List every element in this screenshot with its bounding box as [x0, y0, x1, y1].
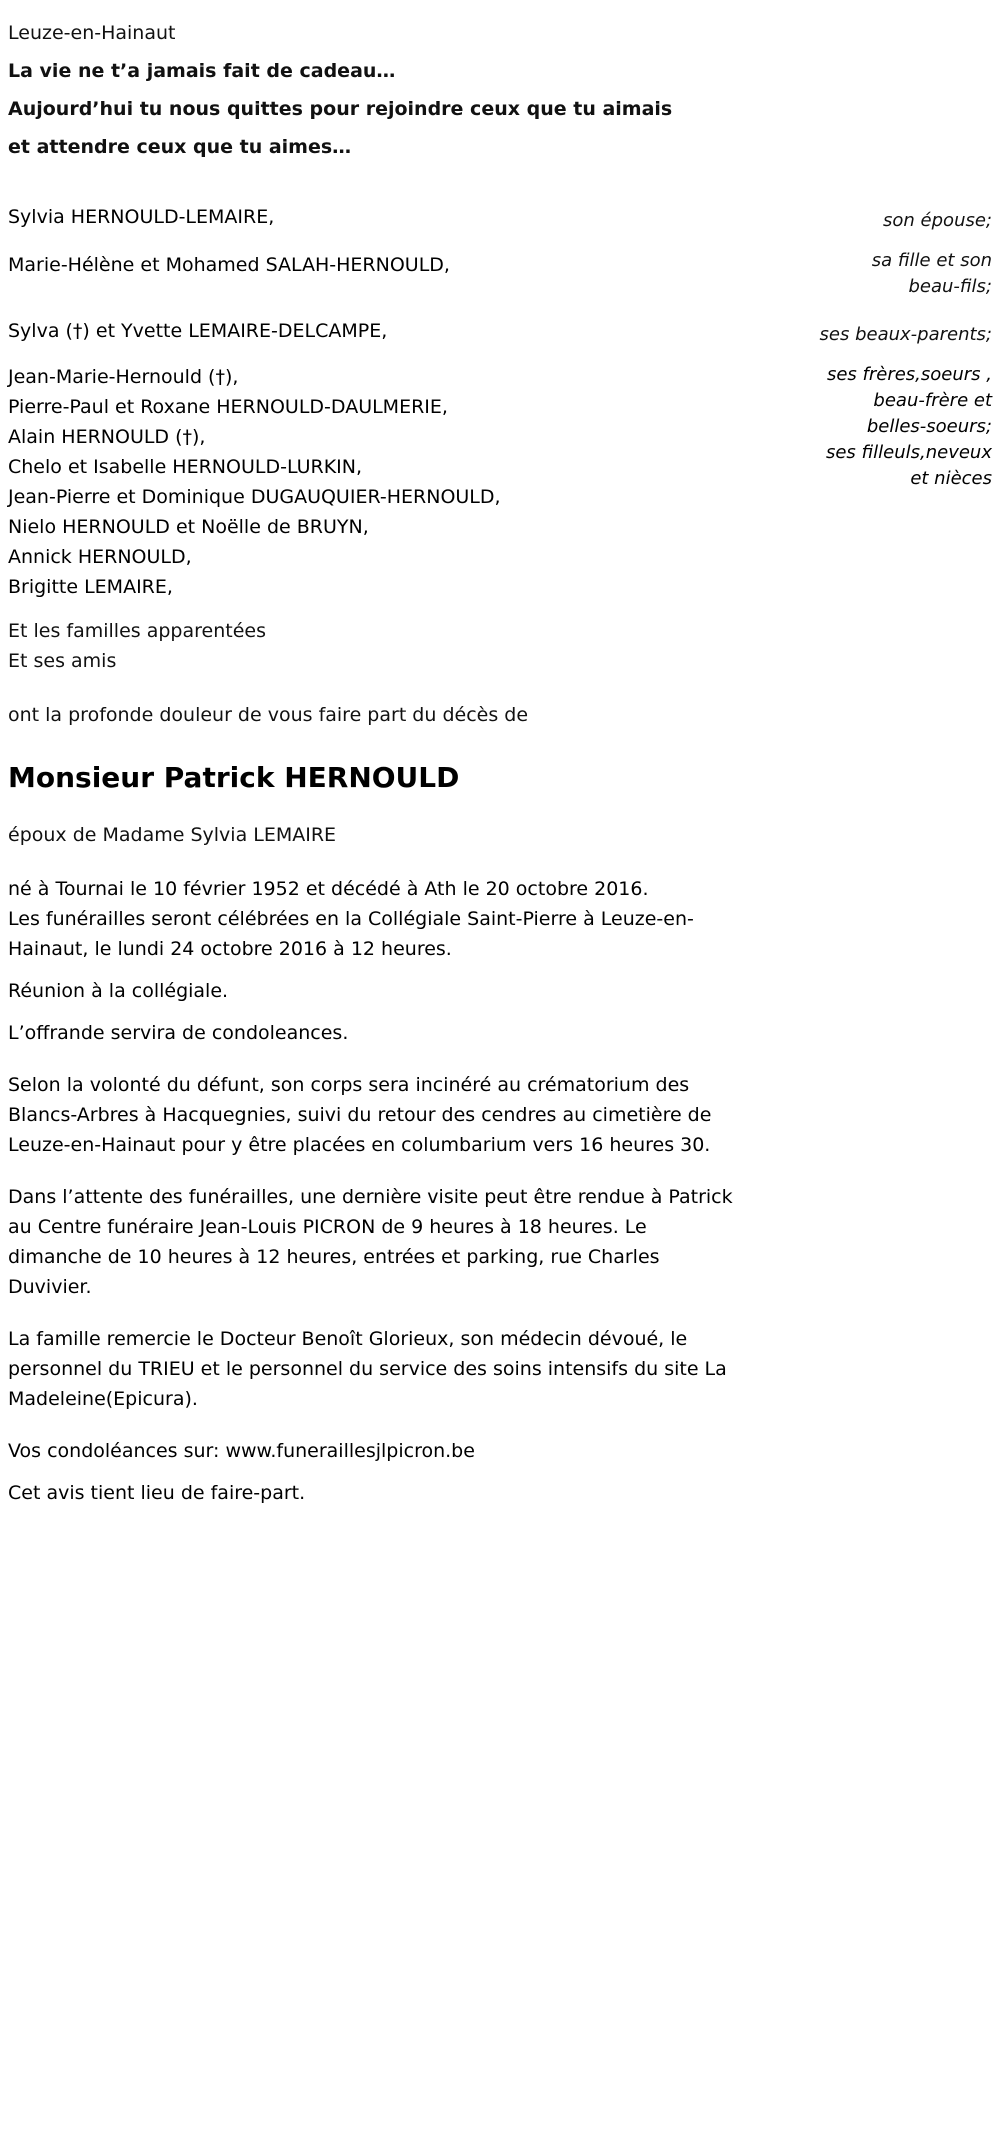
family-name-line: Alain HERNOULD (†), [8, 426, 206, 448]
family-relation [826, 362, 992, 492]
relation-line: et nièces [910, 468, 992, 489]
spacer [8, 850, 992, 874]
epitaph-block [8, 52, 992, 166]
cremation-paragraph: Selon la volonté du défunt, son corps sera incinéré au crématorium des Blancs-Arbres à Hacquegnies, suivi du retour des cendres au cimetière de Leuze-en-Hainaut pour y être placées en columbarium vers 16 heures 30. [8, 1074, 712, 1156]
family-names [8, 362, 501, 602]
family-relation [820, 322, 992, 348]
city-label: Leuze-en-Hainaut [8, 22, 176, 44]
spacer [8, 676, 992, 700]
family-name-line: Brigitte LEMAIRE, [8, 576, 173, 598]
spacer [8, 1302, 992, 1324]
relation-line: ses filleuls,neveux [825, 442, 992, 463]
reunion-line: Réunion à la collégiale. [8, 980, 229, 1002]
family-name-line: Jean-Marie-Hernould (†), [8, 366, 239, 388]
relation-line: son épouse; [883, 210, 992, 231]
spacer [8, 1048, 992, 1070]
relation-line: ses frères,soeurs , [826, 364, 992, 385]
announce-line: ont la profonde douleur de vous faire part du décès de [8, 704, 529, 726]
family-group [8, 200, 992, 234]
relation-line: sa fille et son [871, 250, 992, 271]
spacer [8, 602, 992, 616]
relation-line: belles-soeurs; [866, 416, 992, 437]
epitaph-line-3: et attendre ceux que tu aimes… [8, 136, 352, 158]
spacer [8, 730, 992, 754]
family-relation [872, 248, 992, 300]
spacer [8, 300, 992, 314]
spacer [8, 1414, 992, 1436]
birth-death-line: né à Tournai le 10 février 1952 et décédé à Ath le 20 octobre 2016. [8, 878, 649, 900]
relation-line: beau-frère et [873, 390, 992, 411]
spacer [8, 1006, 992, 1018]
spacer [8, 964, 992, 976]
footer-line: Cet avis tient lieu de faire-part. [8, 1482, 306, 1504]
family-name-line: Nielo HERNOULD et Noëlle de BRUYN, [8, 516, 369, 538]
spacer [8, 166, 992, 200]
family-group [8, 248, 992, 300]
family-name-line: Pierre-Paul et Roxane HERNOULD-DAULMERIE, [8, 396, 448, 418]
funeral-paragraph: Les funérailles seront célébrées en la Collégiale Saint-Pierre à Leuze-en-Hainaut, le lundi 24 octobre 2016 à 12 heures. [8, 908, 694, 960]
relation-line: ses beaux-parents; [819, 324, 992, 345]
spacer [8, 1160, 992, 1182]
family-name-line: Annick HERNOULD, [8, 546, 192, 568]
spacer [8, 796, 992, 820]
spacer [8, 1466, 992, 1478]
family-name-line: Chelo et Isabelle HERNOULD-LURKIN, [8, 456, 363, 478]
family-relation [883, 208, 992, 234]
relation-line: beau-fils; [908, 276, 992, 297]
epitaph-line-2: Aujourd’hui tu nous quittes pour rejoindre ceux que tu aimais [8, 98, 673, 120]
family-group [8, 314, 992, 348]
also-line: Et les familles apparentées [8, 620, 266, 642]
epitaph-line-1: La vie ne t’a jamais fait de cadeau… [8, 60, 396, 82]
deceased-name: Monsieur Patrick HERNOULD [8, 761, 460, 794]
family-names: Marie-Hélène et Mohamed SALAH-HERNOULD, [8, 254, 450, 276]
family-name-line: Jean-Pierre et Dominique DUGAUQUIER-HERNOULD, [8, 486, 501, 508]
family-names: Sylva (†) et Yvette LEMAIRE-DELCAMPE, [8, 320, 388, 342]
spacer [8, 348, 992, 362]
family-group [8, 362, 992, 602]
thanks-paragraph: La famille remercie le Docteur Benoît Glorieux, son médecin dévoué, le personnel du TRIEU et le personnel du service des soins intensifs du site La Madeleine(Epicura). [8, 1328, 727, 1410]
condolences-line: Vos condoléances sur: www.funeraillesjlpicron.be [8, 1440, 475, 1462]
spacer [8, 234, 992, 248]
also-block [8, 616, 992, 676]
offering-line: L’offrande servira de condoleances. [8, 1022, 349, 1044]
spouse-line: époux de Madame Sylvia LEMAIRE [8, 824, 337, 846]
visits-paragraph: Dans l’attente des funérailles, une dernière visite peut être rendue à Patrick au Centre funéraire Jean-Louis PICRON de 9 heures à 18 heures. Le dimanche de 10 heures à 12 heures, entrées et parking, rue Charles Duvivier. [8, 1186, 733, 1298]
family-names: Sylvia HERNOULD-LEMAIRE, [8, 206, 275, 228]
also-line: Et ses amis [8, 650, 117, 672]
